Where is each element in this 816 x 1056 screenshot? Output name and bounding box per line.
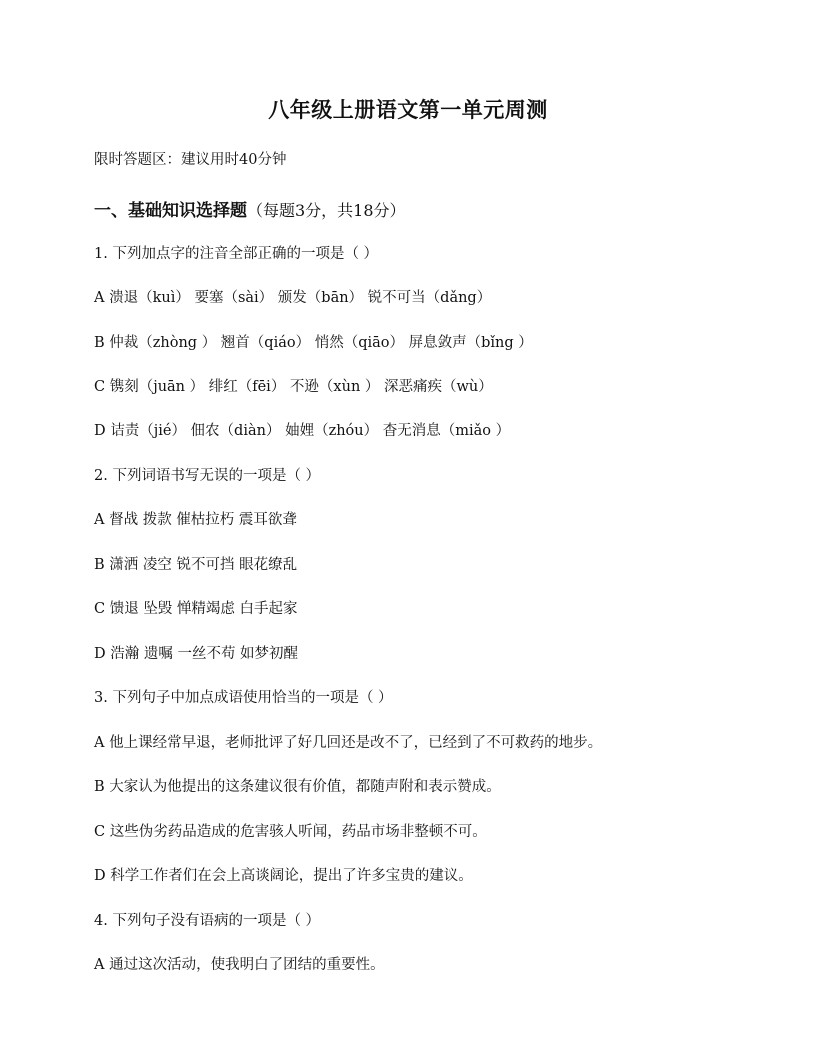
q2-option-d: D 浩瀚 遗嘱 一丝不苟 如梦初醒: [94, 646, 299, 662]
question-4: 4. 下列句子没有语病的一项是（ ）: [94, 913, 321, 929]
section-score-note: （每题3分，共18分）: [247, 201, 406, 220]
q2-option-b: B 潇洒 凌空 锐不可挡 眼花缭乱: [94, 557, 298, 573]
section-heading: [94, 196, 406, 221]
q1-option-b: B 仲裁（zhòng ） 翘首（qiáo） 悄然（qiāo） 屏息敛声（bǐng ）: [94, 335, 533, 351]
question-2: 2. 下列词语书写无误的一项是（ ）: [94, 468, 321, 484]
question-3: 3. 下列句子中加点成语使用恰当的一项是（ ）: [94, 690, 393, 706]
q2-option-c: C 馈退 坠毁 惮精竭虑 白手起家: [94, 601, 298, 617]
q1-option-a: A 溃退（kuì） 要塞（sài） 颁发（bān） 锐不可当（dǎng）: [94, 290, 492, 306]
q3-option-d: D 科学工作者们在会上高谈阔论，提出了许多宝贵的建议。: [94, 868, 473, 884]
q1-option-d: D 诘责（jié） 佃农（diàn） 妯娌（zhóu） 杳无消息（miǎo ）: [94, 423, 511, 439]
q3-option-b: B 大家认为他提出的这条建议很有价值，都随声附和表示赞成。: [94, 779, 501, 795]
q4-option-a: A 通过这次活动，使我明白了团结的重要性。: [94, 957, 385, 973]
q3-option-c: C 这些伪劣药品造成的危害骇人听闻，药品市场非整顿不可。: [94, 824, 487, 840]
time-limit-note: 限时答题区：建议用时40分钟: [94, 152, 287, 168]
section-title: 一、基础知识选择题: [94, 201, 247, 221]
q1-option-c: C 镌刻（juān ） 绯红（fēi） 不逊（xùn ） 深恶痛疾（wù）: [94, 379, 493, 395]
q2-option-a: A 督战 拨款 催枯拉朽 震耳欲聋: [94, 512, 297, 528]
page-title: 八年级上册语文第一单元周测: [268, 97, 548, 122]
q3-option-a: A 他上课经常早退，老师批评了好几回还是改不了，已经到了不可救药的地步。: [94, 735, 603, 751]
question-1: 1. 下列加点字的注音全部正确的一项是（ ）: [94, 246, 379, 262]
